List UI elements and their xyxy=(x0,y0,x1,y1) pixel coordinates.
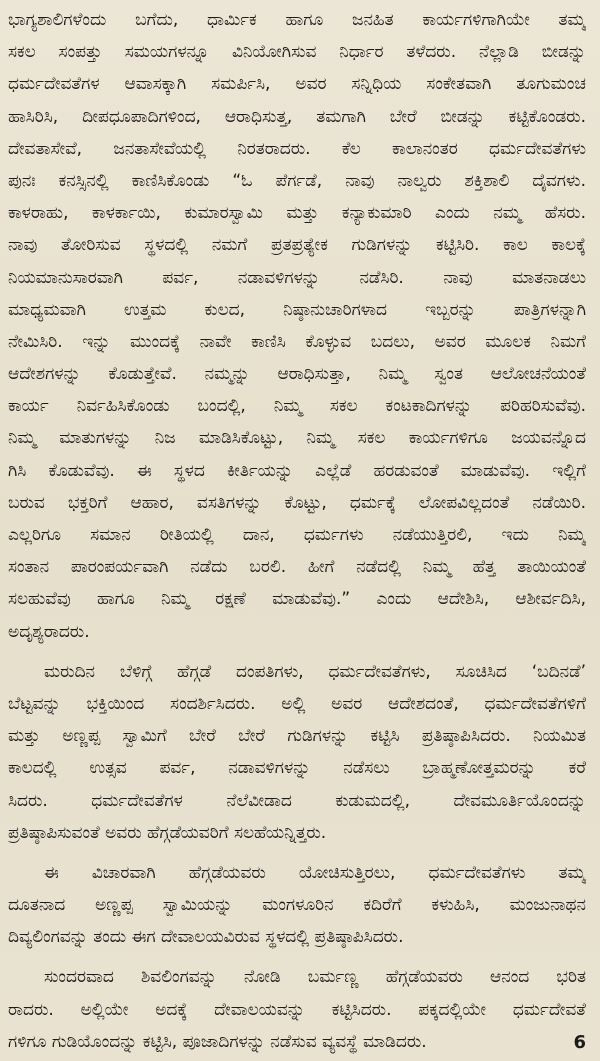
text-line: ನಿಮ್ಮ ಮಾತುಗಳನ್ನು ನಿಜ ಮಾಡಿಸಿಕೊಟ್ಟು, ನಿಮ್ಮ ಸಕಲ ಕಾರ್ಯಗಳಿಗೂ ಜಯವನ್ನೊದ xyxy=(8,428,586,449)
text-line: ರಾದರು. ಅಲ್ಲಿಯೇ ಅದಕ್ಕೆ ದೇವಾಲಯವನ್ನು ಕಟ್ಟಿಸಿದರು. ಪಕ್ಕದಲ್ಲಿಯೇ ಧರ್ಮದೇವತೆ xyxy=(8,999,586,1020)
text-line: ಎಲ್ಲರಿಗೂ ಸಮಾನ ರೀತಿಯಲ್ಲಿ ದಾನ, ಧರ್ಮಗಳು ನಡೆಯುತ್ತಿರಲಿ, ಇದು ನಿಮ್ಮ xyxy=(8,525,586,545)
text-line: ಧರ್ಮದೇವತೆಗಳ ಆವಾಸಕ್ಕಾಗಿ ಸಮರ್ಪಿಸಿ, ಅವರ ಸನ್ನಿಧಿಯ ಸಂಕೇತವಾಗಿ ತೂಗುಮಂಚ xyxy=(8,74,586,95)
text-line: ಬೆಟ್ಟವನ್ನು ಭಕ್ತಿಯಿಂದ ಸಂದರ್ಶಿಸಿದರು. ಅಲ್ಲಿ ಅವರ ಆದೇಶದಂತೆ, ಧರ್ಮದೇವತೆಗಳಿಗೆ xyxy=(8,693,586,714)
paragraph xyxy=(8,857,586,954)
text-line: ಕಾರ್ಯ ನಿರ್ವಹಿಸಿಕೊಂಡು ಬಂದಲ್ಲಿ, ನಿಮ್ಮ ಸಕಲ ಕಂಟಕಾದಿಗಳನ್ನು ಪರಿಹರಿಸುವೆವು. xyxy=(8,396,586,417)
text-line: ಅದೃಶ್ಯರಾದರು. xyxy=(8,621,90,642)
text-line: ಸುಂದರವಾದ ಶಿವಲಿಂಗವನ್ನು ನೋಡಿ ಬರ್ಮಣ್ಣ ಹೆಗ್ಗಡೆಯವರು ಆನಂದ ಭರಿತ xyxy=(44,967,586,988)
text-line: ಕಾಲದಲ್ಲಿ ಉತ್ಸವ ಪರ್ವ, ನಡಾವಳಿಗಳನ್ನು ನಡೆಸಲು ಬ್ರಾಹ್ಮಣೋತ್ತಮರನ್ನು ಕರೆ xyxy=(8,758,586,779)
paragraph-gap xyxy=(8,648,586,656)
paragraph xyxy=(8,656,586,849)
text-line: ಭಾಗ್ಯಶಾಲಿಗಳೆಂದು ಬಗೆದು, ಧಾರ್ಮಿಕ ಹಾಗೂ ಜನಹಿತ ಕಾರ್ಯಗಳಿಗಾಗಿಯೇ ತಮ್ಮ xyxy=(8,10,586,30)
text-line: ಪ್ರತಿಷ್ಠಾಪಿಸುವಂತೆ ಅವರು ಹೆಗ್ಗಡೆಯವರಿಗೆ ಸಲಹೆಯನ್ನಿತ್ತರು. xyxy=(8,822,327,843)
text-line: ದೇವತಾಸೇವೆ, ಜನತಾಸೇವೆಯಲ್ಲಿ ನಿರತರಾದರು. ಕೆಲ ಕಾಲಾನಂತರ ಧರ್ಮದೇವತೆಗಳು xyxy=(8,138,586,159)
text-line: ಮರುದಿನ ಬೆಳಿಗ್ಗೆ ಹೆಗ್ಗಡೆ ದಂಪತಿಗಳು, ಧರ್ಮದೇವತೆಗಳು, ಸೂಚಿಸಿದ ‘ಬದಿನಡೆ’ xyxy=(44,661,586,682)
text-line: ಬರುವ ಭಕ್ತರಿಗೆ ಆಹಾರ, ವಸತಿಗಳನ್ನು ಕೊಟ್ಟು, ಧರ್ಮಕ್ಕೆ ಲೋಪವಿಲ್ಲದಂತೆ ನಡೆಯಿರಿ. xyxy=(8,492,586,513)
page-body xyxy=(8,4,586,1058)
paragraph xyxy=(8,4,586,648)
text-line: ನಾವು ತೋರಿಸುವ ಸ್ಥಳದಲ್ಲಿ ನಮಗೆ ಪ್ರತಪ್ರತ್ಯೇಕ ಗುಡಿಗಳನ್ನು ಕಟ್ಟಿಸಿರಿ. ಕಾಲ ಕಾಲಕ್ಕೆ xyxy=(8,235,586,256)
text-line: ಈ ವಿಚಾರವಾಗಿ ಹೆಗ್ಗಡೆಯವರು ಯೋಚಿಸುತ್ತಿರಲು, ಧರ್ಮದೇವತೆಗಳು ತಮ್ಮ xyxy=(44,862,586,883)
page-number: 6 xyxy=(573,1032,586,1053)
paragraph-gap xyxy=(8,849,586,857)
text-line: ಕಾಳರಾಹು, ಕಾಳರ್ಕಾಯಿ, ಕುಮಾರಸ್ವಾಮಿ ಮತ್ತು ಕನ್ಯಾಕುಮಾರಿ ಎಂದು ನಮ್ಮ ಹೆಸರು. xyxy=(8,203,586,224)
text-line: ನಿಯಮಾನುಸಾರವಾಗಿ ಪರ್ವ, ನಡಾವಳಿಗಳನ್ನು ನಡೆಸಿರಿ. ನಾವು ಮಾತನಾಡಲು xyxy=(8,267,586,288)
text-line: ಸಕಲ ಸಂಪತ್ತು ಸಮಯಗಳನ್ನೂ ವಿನಿಯೋಗಿಸುವ ನಿರ್ಧಾರ ತಳೆದರು. ನೆಲ್ಲಾಡಿ ಬೀಡನ್ನು xyxy=(8,42,586,63)
text-line: ಮತ್ತು ಅಣ್ಣಪ್ಪ ಸ್ವಾಮಿಗೆ ಬೇರೆ ಬೇರೆ ಗುಡಿಗಳನ್ನು ಕಟ್ಟಿಸಿ ಪ್ರತಿಷ್ಠಾಪಿಸಿದರು. ನಿಯಮಿತ xyxy=(8,726,586,747)
text-line: ಸಿದರು. ಧರ್ಮದೇವತೆಗಳ ನೆಲೆವೀಡಾದ ಕುಡುಮದಲ್ಲಿ, ದೇವಮೂರ್ತಿಯೊಂದನ್ನು xyxy=(8,790,586,811)
text-line: ಗಿಸಿ ಕೊಡುವೆವು. ಈ ಸ್ಥಳದ ಕೀರ್ತಿಯನ್ನು ಎಲ್ಲೆಡೆ ಹರಡುವಂತೆ ಮಾಡುವೆವು. ಇಲ್ಲಿಗೆ xyxy=(8,460,586,481)
paragraph xyxy=(8,961,586,1058)
text-line: ಪುನಃ ಕನಸ್ಸಿನಲ್ಲಿ ಕಾಣಿಸಿಕೊಂಡು “ಓ ಪೆರ್ಗಡೆ, ನಾವು ನಾಲ್ವರು ಶಕ್ತಿಶಾಲಿ ದೈವಗಳು. xyxy=(8,170,586,191)
text-line: ಸಂತಾನ ಪಾರಂಪರ್ಯವಾಗಿ ನಡೆದು ಬರಲಿ. ಹೀಗೆ ನಡೆದಲ್ಲಿ ನಿಮ್ಮ ಹೆತ್ತ ತಾಯಿಯಂತೆ xyxy=(8,557,586,578)
text-line: ಮಾಧ್ಯಮವಾಗಿ ಉತ್ತಮ ಕುಲದ, ನಿಷ್ಠಾನುಚಾರಿಗಳಾದ ಇಬ್ಬರನ್ನು ಪಾತ್ರಿಗಳನ್ನಾಗಿ xyxy=(8,299,586,320)
text-line: ದೂತನಾದ ಅಣ್ಣಪ್ಪ ಸ್ವಾಮಿಯನ್ನು ಮಂಗಳೂರಿನ ಕದಿರೆಗೆ ಕಳುಹಿಸಿ, ಮಂಜುನಾಥನ xyxy=(8,895,586,916)
text-line: ಹಾಸಿರಿಸಿ, ದೀಪಧೂಪಾದಿಗಳಿಂದ, ಆರಾಧಿಸುತ್ತ, ತಮಗಾಗಿ ಬೇರೆ ಬೀಡನ್ನು ಕಟ್ಟಿಕೊಂಡರು. xyxy=(8,106,586,127)
text-line: ದಿವ್ಯಲಿಂಗವನ್ನು ತಂದು ಈಗ ದೇವಾಲಯವಿರುವ ಸ್ಥಳದಲ್ಲಿ ಪ್ರತಿಷ್ಠಾಪಿಸಿದರು. xyxy=(8,927,404,948)
text-line: ನೇಮಿಸಿರಿ. ಇನ್ನು ಮುಂದಕ್ಕೆ ನಾವೇ ಕಾಣಿಸಿ ಕೊಳ್ಳುವ ಬದಲು, ಅವರ ಮೂಲಕ ನಿಮಗೆ xyxy=(8,331,586,352)
text-line: ಆದೇಶಗಳನ್ನು ಕೊಡುತ್ತೇವೆ. ನಮ್ಮನ್ನು ಆರಾಧಿಸುತ್ತಾ, ನಿಮ್ಮ ಸ್ವಂತ ಆಲೋಚನೆಯಂತೆ xyxy=(8,364,586,385)
paragraph-gap xyxy=(8,953,586,961)
text-line: ಸಲಹುವೆವು ಹಾಗೂ ನಿಮ್ಮ ರಕ್ಷಣೆ ಮಾಡುವೆವು.” ಎಂದು ಆದೇಶಿಸಿ, ಆಶೀರ್ವದಿಸಿ, xyxy=(8,589,586,610)
text-line: ಗಳಿಗೂ ಗುಡಿಯೊಂದನ್ನು ಕಟ್ಟಿಸಿ, ಪೂಜಾದಿಗಳನ್ನು ನಡೆಸುವ ವ್ಯವಸ್ಥೆ ಮಾಡಿದರು. xyxy=(8,1031,427,1052)
